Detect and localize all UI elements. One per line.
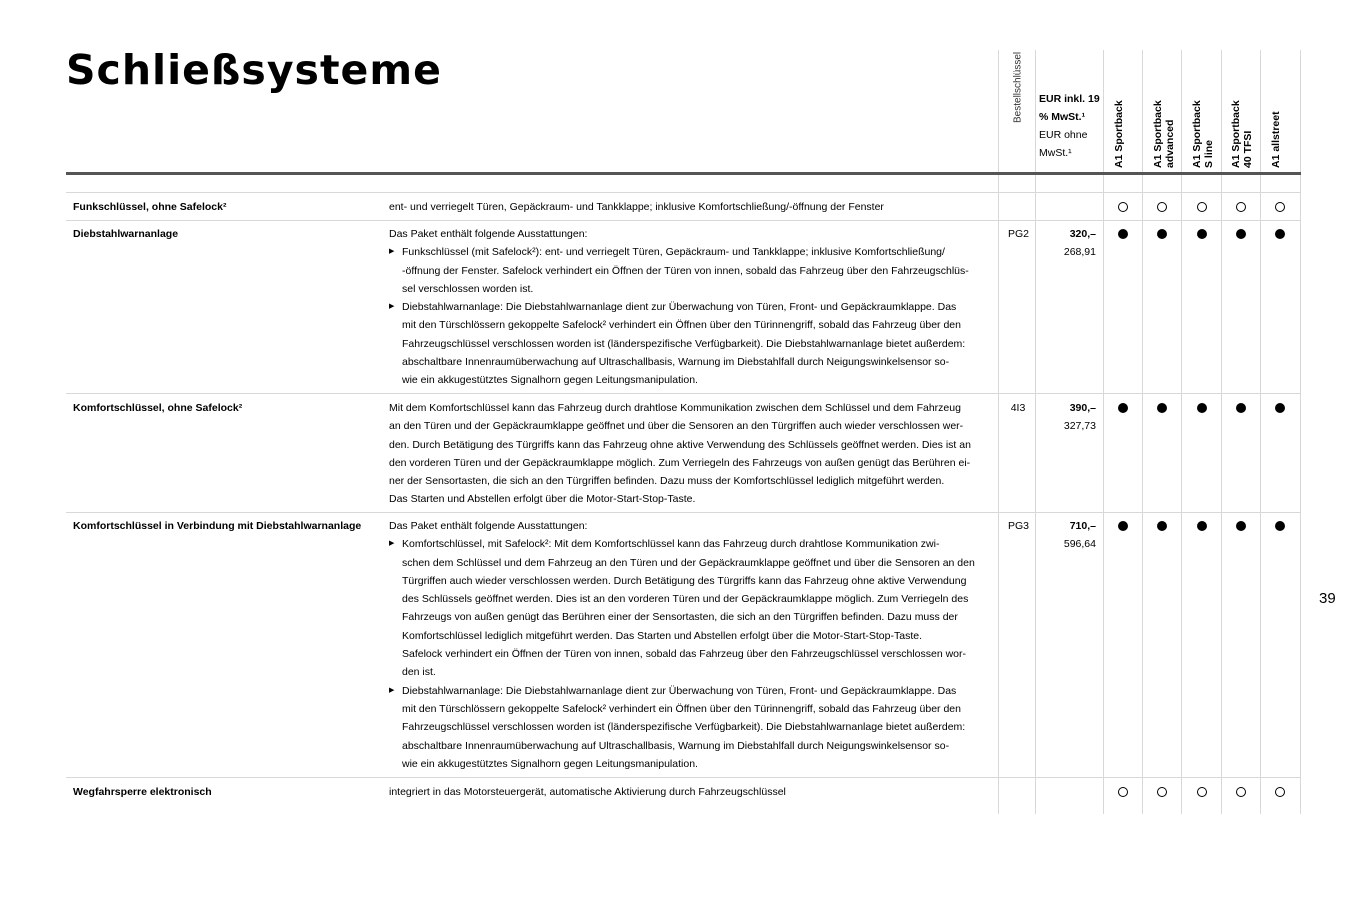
row-divider (66, 777, 1301, 778)
price-net: 268,91 (1063, 246, 1096, 259)
standard-equipment-dot (1236, 521, 1246, 531)
optional-equipment-circle (1236, 202, 1246, 212)
optional-equipment-circle (1157, 787, 1167, 797)
column-divider (1035, 50, 1036, 814)
description-line: Safelock verhindert ein Öffnen der Türen von innen, sobald das Fahrzeug über den Fahrzeugschlüssel verschlossen wor- (402, 648, 967, 661)
description-line: ▶ Komfortschlüssel, mit Safelock²: Mit dem Komfortschlüssel kann das Fahrzeug durch drahtlose Kommunikation zwi- (402, 538, 940, 551)
description-line: den ist. (402, 666, 436, 679)
order-code: PG3 (1008, 520, 1030, 532)
standard-equipment-dot (1236, 229, 1246, 239)
header-rule (66, 172, 1301, 175)
description-line: Das Paket enthält folgende Ausstattungen: (389, 228, 588, 240)
description-line: den. Durch Betätigung des Türgriffs kann das Fahrzeug ohne aktive Verwendung des Schlüssels geöffnet werden. Dies ist an (389, 438, 971, 451)
standard-equipment-dot (1118, 521, 1128, 531)
description-line: -öffnung der Fenster. Safelock verhindert ein Öffnen der Türen von innen, sobald das Fahrzeug über den Fahrzeugschlüs- (402, 264, 969, 277)
description-line: Das Paket enthält folgende Ausstattungen: (389, 520, 588, 532)
header-order-key: Bestellschlüssel (1012, 52, 1024, 124)
row-label: Komfortschlüssel in Verbindung mit Diebstahlwarnanlage (73, 520, 362, 532)
header-model: A1 Sportback 40 TFSI (1230, 100, 1254, 168)
description-line: ner der Sensortasten, die sich an den Türgriffen befinden. Dazu muss der Komfortschlüssel lediglich mitgeführt werden. (389, 475, 945, 488)
description-line: des Schlüssels geöffnet werden. Dies ist an den vorderen Türen und der Gepäckraumklappe möglich. Zum Verriegeln des (402, 593, 969, 606)
row-description (389, 399, 994, 509)
order-code: PG2 (1008, 228, 1030, 240)
optional-equipment-circle (1275, 202, 1285, 212)
description-bullet (389, 243, 994, 298)
optional-equipment-circle (1197, 202, 1207, 212)
column-divider (998, 50, 999, 814)
description-line: Das Starten und Abstellen erfolgt über die Motor-Start-Stop-Taste. (389, 493, 696, 506)
description-line: sel verschlossen worden ist. (402, 282, 534, 295)
optional-equipment-circle (1236, 787, 1246, 797)
description-line: an den Türen und der Gepäckraumklappe geöffnet und über die Sensoren an den Türgriffen auch wieder verschlossen wer- (389, 420, 964, 433)
description-line: ▶ Diebstahlwarnanlage: Die Diebstahlwarnanlage dient zur Überwachung von Türen, Front- und Gepäckraumklappe. Das (402, 684, 957, 697)
price (1040, 399, 1096, 436)
description-line: mit den Türschlössern gekoppelte Safelock² verhindert ein Öffnen über den Türinnengriff, sobald das Fahrzeug über den (402, 702, 961, 715)
row-label: Funkschlüssel, ohne Safelock² (73, 201, 227, 213)
standard-equipment-dot (1275, 229, 1285, 239)
standard-equipment-dot (1236, 403, 1246, 413)
description-line: Mit dem Komfortschlüssel kann das Fahrzeug durch drahtlose Kommunikation zwischen dem Schlüssel und dem Fahrzeug (389, 402, 961, 414)
description-paragraph (389, 783, 994, 801)
description-bullet (389, 298, 994, 389)
description-line: Fahrzeugs von außen genügt das Berühren einer der Sensortasten, die sich an den Türgriffen befinden. Dazu muss der (402, 611, 958, 624)
row-description (389, 517, 994, 773)
header-price-net: EUR ohne MwSt.¹ (1039, 129, 1088, 159)
description-line: den vorderen Türen und der Gepäckraumklappe möglich. Zum Verriegeln des Fahrzeugs von außen genügt das Berühren ei- (389, 456, 971, 469)
header-price (1039, 90, 1105, 162)
description-line: Komfortschlüssel lediglich mitgeführt werden. Das Starten und Abstellen erfolgt über die Motor-Start-Stop-Taste. (402, 629, 923, 642)
description-bullet (389, 535, 994, 681)
page-title: Schließsysteme (66, 46, 442, 94)
standard-equipment-dot (1197, 521, 1207, 531)
description-line: ent- und verriegelt Türen, Gepäckraum- und Tankklappe; inklusive Komfortschließung/-öffnung der Fenster (389, 201, 884, 213)
description-line: mit den Türschlössern gekoppelte Safelock² verhindert ein Öffnen über den Türinnengriff, sobald das Fahrzeug über den (402, 319, 961, 332)
standard-equipment-dot (1197, 403, 1207, 413)
optional-equipment-circle (1197, 787, 1207, 797)
description-line: Fahrzeugschlüssel verschlossen worden ist (länderspezifische Verfügbarkeit). Die Diebstahlwarnanlage bietet außerdem: (402, 337, 966, 350)
standard-equipment-dot (1197, 229, 1207, 239)
header-price-gross: EUR inkl. 19 % MwSt.¹ (1039, 93, 1100, 123)
description-line: ▶ Funkschlüssel (mit Safelock²): ent- und verriegelt Türen, Gepäckraum- und Tankklappe; inklusive Komfortschließung/ (402, 246, 945, 259)
price-gross: 320,– (1069, 228, 1096, 240)
row-label: Wegfahrsperre elektronisch (73, 786, 212, 798)
description-line: ▶ Diebstahlwarnanlage: Die Diebstahlwarnanlage dient zur Überwachung von Türen, Front- und Gepäckraumklappe. Das (402, 301, 957, 314)
description-line: abschaltbare Innenraumüberwachung auf Ultraschallbasis, Warnung im Diebstahlfall durch Neigungswinkelsensor so- (402, 356, 950, 369)
description-line: abschaltbare Innenraumüberwachung auf Ultraschallbasis, Warnung im Diebstahlfall durch Neigungswinkelsensor so- (402, 739, 950, 752)
standard-equipment-dot (1157, 521, 1167, 531)
description-bullet (389, 682, 994, 773)
price-net: 327,73 (1063, 420, 1096, 433)
header-model: A1 Sportback advanced (1152, 100, 1176, 168)
row-description (389, 198, 994, 216)
header-model: A1 allstreet (1270, 111, 1282, 168)
row-label: Diebstahlwarnanlage (73, 228, 179, 240)
price (1040, 225, 1096, 262)
description-paragraph (389, 198, 994, 216)
price-gross: 710,– (1069, 520, 1096, 532)
header-model: A1 Sportback S line (1191, 100, 1215, 168)
description-paragraph (389, 225, 994, 243)
row-divider (66, 192, 1301, 193)
row-divider (66, 512, 1301, 513)
row-label: Komfortschlüssel, ohne Safelock² (73, 402, 243, 414)
standard-equipment-dot (1118, 403, 1128, 413)
description-line: wie ein akkugestütztes Signalhorn gegen Leitungsmanipulation. (402, 757, 698, 770)
description-line: integriert in das Motorsteuergerät, automatische Aktivierung durch Fahrzeugschlüssel (389, 786, 786, 798)
description-line: Fahrzeugschlüssel verschlossen worden ist (länderspezifische Verfügbarkeit). Die Diebstahlwarnanlage bietet außerdem: (402, 721, 966, 734)
optional-equipment-circle (1157, 202, 1167, 212)
standard-equipment-dot (1118, 229, 1128, 239)
description-paragraph (389, 517, 994, 535)
row-divider (66, 393, 1301, 394)
standard-equipment-dot (1275, 521, 1285, 531)
order-code: 4I3 (1010, 402, 1026, 414)
price (1040, 517, 1096, 554)
header-model: A1 Sportback (1113, 100, 1125, 168)
standard-equipment-dot (1157, 229, 1167, 239)
standard-equipment-dot (1275, 403, 1285, 413)
price-gross: 390,– (1069, 402, 1096, 414)
page-number: 39 (1319, 590, 1336, 607)
optional-equipment-circle (1118, 787, 1128, 797)
row-divider (66, 220, 1301, 221)
description-line: wie ein akkugestütztes Signalhorn gegen Leitungsmanipulation. (402, 374, 698, 387)
row-description (389, 783, 994, 801)
optional-equipment-circle (1275, 787, 1285, 797)
standard-equipment-dot (1157, 403, 1167, 413)
optional-equipment-circle (1118, 202, 1128, 212)
column-divider (1103, 50, 1104, 814)
description-line: schen dem Schlüssel und dem Fahrzeug an den Türen und der Gepäckraumklappe geöffnet und über die Sensoren an den (402, 556, 975, 569)
description-line: Türgriffen auch wieder verschlossen werden. Durch Betätigung des Türgriffs kann das Fahrzeug ohne aktive Verwendung (402, 574, 967, 587)
description-paragraph (389, 399, 994, 509)
price-net: 596,64 (1063, 538, 1096, 551)
row-description (389, 225, 994, 390)
